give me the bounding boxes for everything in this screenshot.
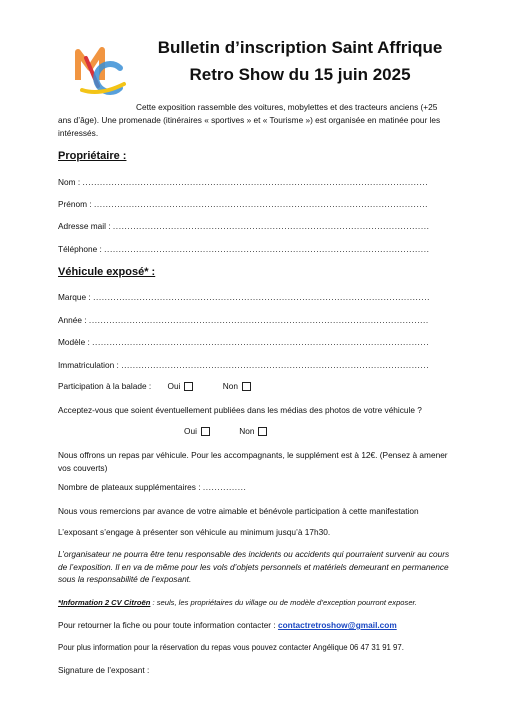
document-title-line1: Bulletin d’inscription Saint Affrique bbox=[157, 38, 443, 57]
modele-field[interactable] bbox=[58, 337, 429, 347]
repas-paragraph: Nous offrons un repas par véhicule. Pour les accompagnants, le supplément est à 12€. (Pensez à amener vos couverts) bbox=[58, 450, 448, 473]
info-2cv-label: *Information 2 CV Citroën bbox=[58, 598, 151, 607]
balade-non-option[interactable] bbox=[223, 381, 251, 391]
modele-dots: .................................................................................................................... bbox=[92, 337, 430, 347]
media-oui-label: Oui bbox=[184, 426, 197, 436]
tel-dots: ................................................................................................................ bbox=[104, 244, 430, 254]
document-title-line2: Retro Show du 15 juin 2025 bbox=[189, 65, 411, 84]
balade-non-label: Non bbox=[222, 381, 238, 391]
retour-text: Pour retourner la fiche ou pour toute information contacter : bbox=[58, 620, 278, 630]
info-2cv-paragraph bbox=[58, 597, 458, 610]
email-dots: ............................................................................................................. bbox=[112, 221, 430, 231]
balade-oui-label: Oui bbox=[167, 381, 181, 391]
contact-email-link[interactable]: contactretroshow@gmail.com bbox=[278, 620, 397, 630]
prenom-field[interactable] bbox=[58, 199, 428, 209]
tel-field[interactable] bbox=[58, 244, 430, 254]
marque-label: Marque : bbox=[58, 292, 91, 302]
nom-dots: ....................................................................................................................... bbox=[82, 177, 429, 187]
marque-dots: .................................................................................................................... bbox=[93, 292, 431, 302]
intro-rest: ans d’âge). Une promenade (itinéraires « sportives » et « Tourisme ») est organisée en matinée pour les intéressés. bbox=[58, 115, 441, 138]
owner-heading: Propriétaire : bbox=[58, 150, 127, 162]
annee-field[interactable] bbox=[58, 315, 429, 325]
immat-field[interactable] bbox=[58, 360, 429, 370]
email-label: Adresse mail : bbox=[58, 221, 111, 231]
prenom-label: Prénom : bbox=[58, 199, 92, 209]
intro-line1: Cette exposition rassemble des voitures, mobylettes et des tracteurs anciens (+25 bbox=[136, 102, 438, 112]
info-2cv-text: : seuls, les propriétaires du village ou de modèle d’exception pourront exposer. bbox=[150, 598, 417, 607]
prenom-dots: ................................................................................................................... bbox=[93, 199, 429, 209]
retour-paragraph bbox=[58, 619, 458, 632]
balade-non-checkbox[interactable] bbox=[242, 382, 251, 391]
immat-label: Immatriculation : bbox=[58, 360, 119, 370]
balade-oui-option[interactable] bbox=[167, 381, 193, 391]
balade-row bbox=[58, 381, 251, 391]
tel-label: Téléphone : bbox=[58, 244, 102, 254]
marque-field[interactable] bbox=[58, 292, 430, 302]
media-non-checkbox[interactable] bbox=[258, 427, 267, 436]
media-oui-checkbox[interactable] bbox=[201, 427, 210, 436]
immat-dots: .......................................................................................................... bbox=[121, 360, 430, 370]
nom-label: Nom : bbox=[58, 177, 81, 187]
responsabilite-paragraph: L’organisateur ne pourra être tenu responsable des incidents ou accidents qui pourraient survenir au cours de l’exposition. Il en va de même pour les vols d’objets personnels et matériels demeurant en permanence sous la responsabilité de l’exposant. bbox=[58, 549, 450, 584]
repas-info-paragraph: Pour plus information pour la réservation du repas vous pouvez contacter Angélique 06 47 31 91 97. bbox=[58, 643, 404, 652]
nom-field[interactable] bbox=[58, 177, 428, 187]
email-field[interactable] bbox=[58, 221, 430, 231]
balade-label: Participation à la balade : bbox=[58, 381, 152, 391]
annee-label: Année : bbox=[58, 315, 87, 325]
remerciements-paragraph: Nous vous remercions par avance de votre aimable et bénévole participation à cette manifestation bbox=[58, 506, 419, 516]
media-non-label: Non bbox=[239, 426, 255, 436]
signature-label: Signature de l’exposant : bbox=[58, 665, 150, 675]
plateaux-field[interactable] bbox=[58, 482, 246, 492]
media-options bbox=[184, 426, 267, 436]
media-question: Acceptez-vous que soient éventuellement publiées dans les médias des photos de votre véhicule ? bbox=[58, 405, 422, 415]
modele-label: Modèle : bbox=[58, 337, 90, 347]
media-non-option[interactable] bbox=[239, 426, 267, 436]
plateaux-dots: ............... bbox=[202, 482, 247, 492]
balade-oui-checkbox[interactable] bbox=[184, 382, 193, 391]
intro-paragraph bbox=[58, 101, 478, 140]
plateaux-label: Nombre de plateaux supplémentaires : bbox=[58, 482, 201, 492]
vehicle-heading: Véhicule exposé* : bbox=[58, 266, 156, 278]
annee-dots: ..................................................................................................................... bbox=[88, 315, 429, 325]
media-oui-option[interactable] bbox=[184, 426, 210, 436]
engagement-paragraph: L’exposant s’engage à présenter son véhicule au minimum jusqu’à 17h30. bbox=[58, 527, 331, 537]
retro-show-logo bbox=[72, 40, 130, 98]
